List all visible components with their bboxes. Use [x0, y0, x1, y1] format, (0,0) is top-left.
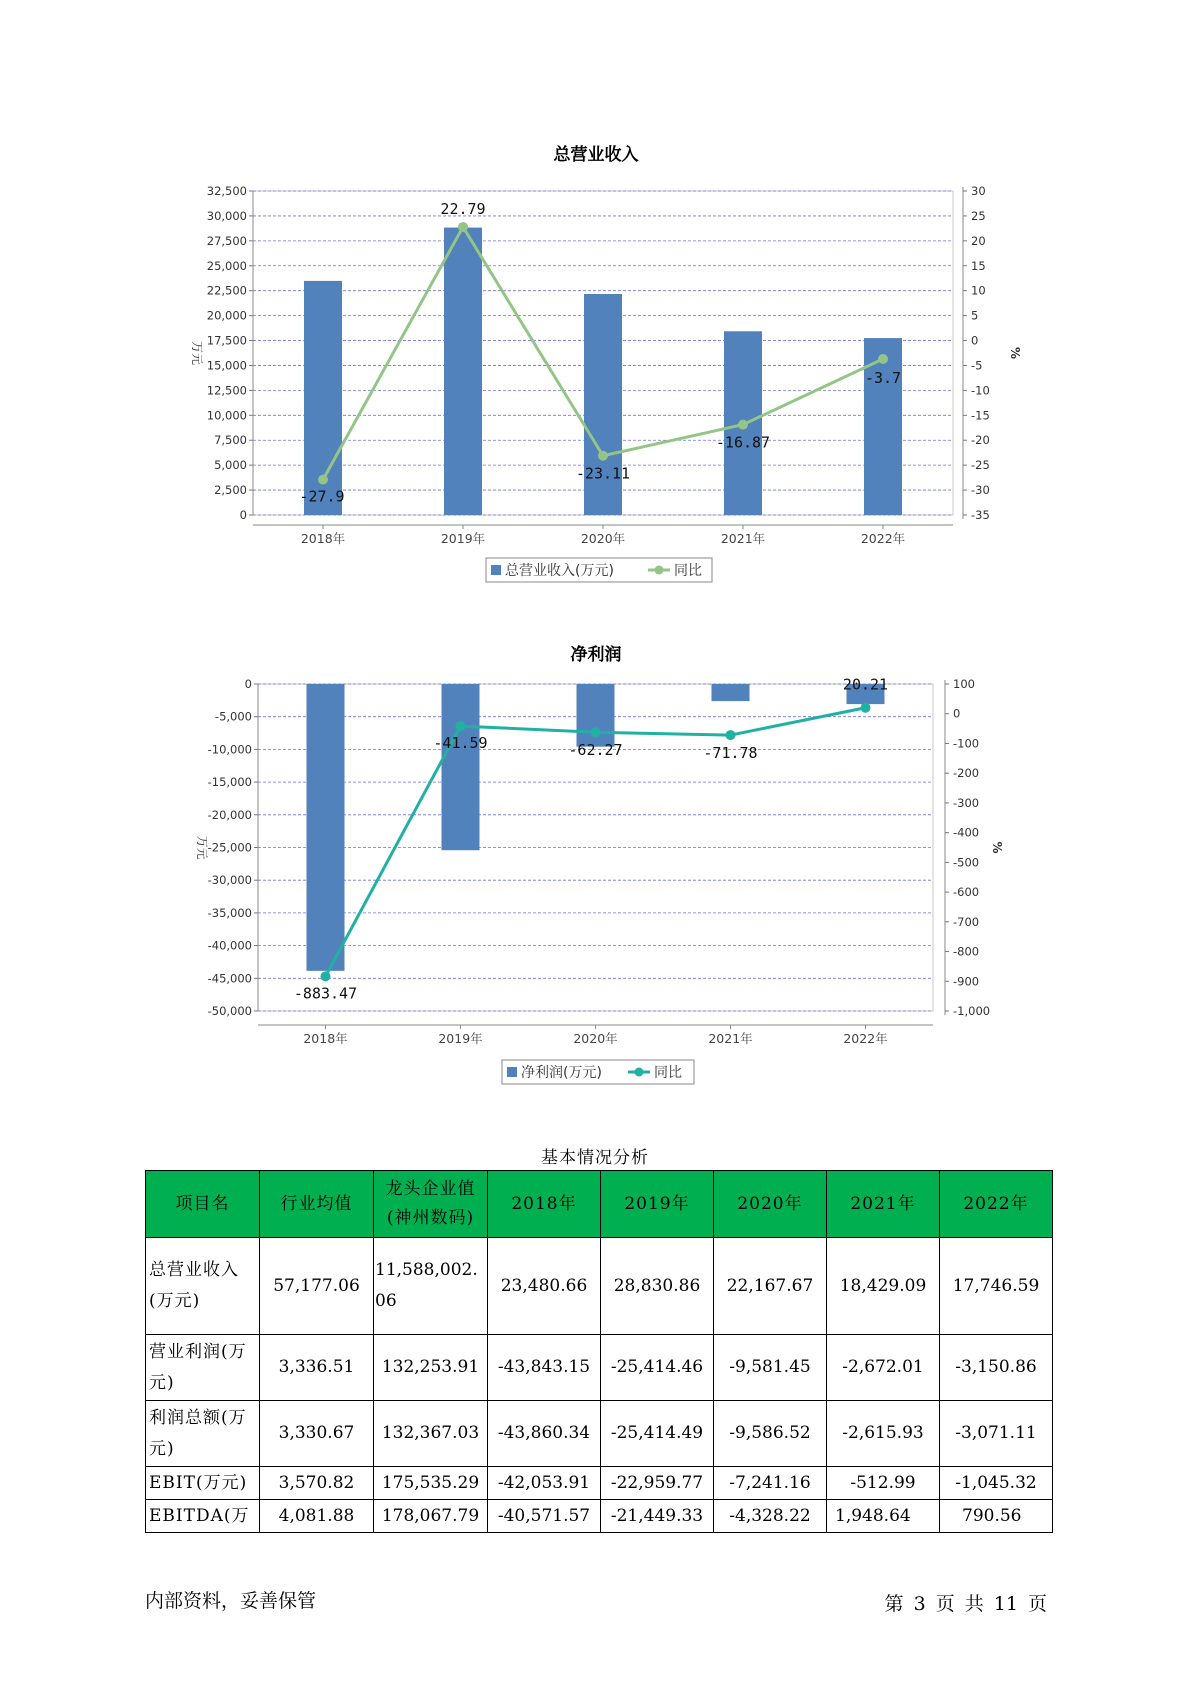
x-tick-label: 2020年: [580, 531, 626, 546]
header-cell: 2020年: [714, 1171, 827, 1238]
row-name: EBITDA(万: [146, 1500, 260, 1533]
y2-tick-label: 25: [971, 208, 986, 223]
chart-title: 净利润: [570, 645, 622, 665]
y-tick-label: 0: [244, 677, 252, 691]
y2-tick-label: -700: [953, 914, 980, 929]
revenue-chart: [0, 140, 1191, 600]
data-label: 20.21: [842, 675, 889, 694]
y-tick-label: 30,000: [206, 208, 247, 223]
chart-title: 总营业收入: [553, 145, 639, 165]
table-title: 基本情况分析: [541, 1148, 649, 1168]
line-point: [591, 727, 601, 737]
data-label: -27.9: [299, 487, 345, 506]
table-cell: 3,330.67: [260, 1401, 374, 1467]
y-tick-label: 22,500: [206, 283, 247, 298]
bar: [444, 228, 482, 515]
table-cell: 3,570.82: [260, 1467, 374, 1500]
table-cell: 790.56: [940, 1500, 1053, 1533]
x-tick-label: 2019年: [438, 1031, 483, 1046]
data-label: -71.78: [703, 744, 758, 763]
table-row: [146, 1401, 1053, 1467]
footer-confidential-note: 内部资料，妥善保管: [145, 1590, 317, 1612]
table-row: [146, 1238, 1053, 1335]
x-tick-label: 2018年: [303, 1031, 348, 1046]
y2-tick-label: -600: [953, 885, 980, 900]
x-tick-label: 2018年: [300, 531, 346, 546]
legend-line-marker: [635, 1068, 644, 1077]
y2-tick-label: -200: [953, 766, 980, 781]
basic-analysis-table: [145, 1170, 1053, 1533]
table-cell: 1,948.64: [827, 1500, 940, 1533]
y-tick-label: 2,500: [214, 483, 247, 498]
y2-tick-label: 10: [971, 283, 986, 298]
y2-tick-label: -900: [953, 974, 980, 989]
table-cell: -25,414.46: [601, 1335, 714, 1401]
y2-tick-label: -800: [953, 944, 980, 959]
table-row: [146, 1335, 1053, 1401]
y2-tick-label: 0: [971, 333, 979, 348]
table-row: [146, 1500, 1053, 1533]
line-point: [878, 354, 888, 364]
y-tick-label: -30,000: [207, 873, 252, 888]
table-cell: -3,071.11: [940, 1401, 1053, 1467]
y2-tick-label: -1,000: [953, 1004, 991, 1018]
data-label: -41.59: [433, 734, 488, 753]
y-tick-label: 12,500: [206, 383, 247, 398]
table-cell: 11,588,002.06: [374, 1238, 488, 1335]
header-cell: 行业均值: [260, 1171, 374, 1238]
table-cell: -3,150.86: [940, 1335, 1053, 1401]
y2-tick-label: -100: [953, 736, 980, 751]
table-cell: -25,414.49: [601, 1401, 714, 1467]
y2-tick-label: -500: [953, 855, 980, 870]
header-cell: 龙头企业值(神州数码): [374, 1171, 488, 1238]
line-point: [321, 971, 331, 981]
bar: [442, 684, 480, 850]
bar: [577, 684, 615, 747]
table-cell: -21,449.33: [601, 1500, 714, 1533]
y-tick-label: 5,000: [214, 458, 247, 473]
y-axis-title: 万元: [190, 340, 204, 366]
y2-axis-title: %: [990, 841, 1004, 854]
y-tick-label: 32,500: [206, 184, 247, 198]
table-cell: -40,571.57: [488, 1500, 601, 1533]
table-row: [146, 1467, 1053, 1500]
row-name: EBIT(万元): [146, 1467, 260, 1500]
y-tick-label: 25,000: [206, 258, 247, 273]
line-point: [458, 222, 468, 232]
table-cell: -2,672.01: [827, 1335, 940, 1401]
table-cell: 4,081.88: [260, 1500, 374, 1533]
table-cell: 175,535.29: [374, 1467, 488, 1500]
y2-tick-label: 5: [971, 308, 979, 323]
table-cell: -42,053.91: [488, 1467, 601, 1500]
header-cell: 2018年: [488, 1171, 601, 1238]
legend-line-marker: [655, 566, 664, 575]
table-cell: 22,167.67: [714, 1238, 827, 1335]
y-tick-label: 27,500: [206, 233, 247, 248]
y2-tick-label: 30: [971, 184, 986, 198]
table-cell: 178,067.79: [374, 1500, 488, 1533]
row-name: 总营业收入(万元): [146, 1238, 260, 1335]
y-tick-label: 10,000: [206, 408, 247, 423]
data-label: -3.7: [864, 368, 902, 387]
data-label: -883.47: [293, 984, 358, 1003]
y-tick-label: -10,000: [207, 742, 252, 757]
row-name: 利润总额(万元): [146, 1401, 260, 1467]
table-cell: -4,328.22: [714, 1500, 827, 1533]
y-tick-label: 17,500: [206, 333, 247, 348]
legend-bar-swatch: [491, 565, 501, 575]
y-tick-label: -15,000: [207, 775, 252, 790]
y2-tick-label: -35: [971, 508, 990, 522]
y2-tick-label: -25: [971, 458, 990, 473]
line-point: [598, 451, 608, 461]
y-tick-label: -35,000: [207, 905, 252, 920]
legend-bar-label: 净利润(万元): [521, 1065, 602, 1081]
x-tick-label: 2020年: [573, 1031, 618, 1046]
y-tick-label: -5,000: [214, 709, 252, 724]
x-tick-label: 2021年: [720, 531, 766, 546]
y2-tick-label: -5: [971, 358, 983, 373]
table-cell: -22,959.77: [601, 1467, 714, 1500]
y2-tick-label: 15: [971, 258, 986, 273]
header-cell: 2021年: [827, 1171, 940, 1238]
table-header-row: [146, 1171, 1053, 1238]
legend-line-label: 同比: [654, 1065, 682, 1081]
y2-tick-label: -15: [971, 408, 990, 423]
y-tick-label: -20,000: [207, 807, 252, 822]
table-cell: 3,336.51: [260, 1335, 374, 1401]
x-tick-label: 2021年: [708, 1031, 753, 1046]
table-cell: 23,480.66: [488, 1238, 601, 1335]
table-cell: 132,367.03: [374, 1401, 488, 1467]
table-cell: 132,253.91: [374, 1335, 488, 1401]
y2-tick-label: -10: [971, 383, 990, 398]
y2-axis-title: %: [1008, 346, 1022, 360]
table-cell: 28,830.86: [601, 1238, 714, 1335]
y2-tick-label: -400: [953, 825, 980, 840]
data-label: -16.87: [715, 433, 771, 452]
table-cell: -43,843.15: [488, 1335, 601, 1401]
table-cell: -7,241.16: [714, 1467, 827, 1500]
legend-bar-swatch: [507, 1067, 517, 1077]
y-tick-label: -45,000: [207, 971, 252, 986]
y2-tick-label: 20: [971, 233, 986, 248]
y2-tick-label: -30: [971, 483, 990, 498]
table-cell: -9,586.52: [714, 1401, 827, 1467]
row-name: 营业利润(万元): [146, 1335, 260, 1401]
y2-tick-label: -300: [953, 795, 980, 810]
line-point: [318, 475, 328, 485]
y2-tick-label: -20: [971, 433, 990, 448]
table-cell: 57,177.06: [260, 1238, 374, 1335]
header-cell: 2022年: [940, 1171, 1053, 1238]
table-cell: -2,615.93: [827, 1401, 940, 1467]
table-cell: -9,581.45: [714, 1335, 827, 1401]
data-label: -23.11: [575, 464, 631, 483]
x-tick-label: 2022年: [843, 1031, 888, 1046]
line-point: [456, 721, 466, 731]
line-point: [726, 730, 736, 740]
net-profit-chart-svg: [0, 640, 1191, 1100]
y-tick-label: 15,000: [206, 358, 247, 373]
net-profit-chart: [0, 640, 1191, 1100]
header-cell: 2019年: [601, 1171, 714, 1238]
legend-bar-label: 总营业收入(万元): [505, 563, 614, 579]
x-tick-label: 2022年: [860, 531, 906, 546]
x-tick-label: 2019年: [440, 531, 486, 546]
table-cell: -1,045.32: [940, 1467, 1053, 1500]
y-tick-label: 0: [239, 508, 247, 522]
table-cell: 18,429.09: [827, 1238, 940, 1335]
line-point: [738, 420, 748, 430]
bar: [307, 684, 345, 971]
table-cell: -43,860.34: [488, 1401, 601, 1467]
data-label: 22.79: [440, 199, 486, 218]
y-tick-label: -50,000: [207, 1004, 252, 1018]
footer-page-number: 第 3 页 共 11 页: [884, 1593, 1047, 1615]
y2-tick-label: 0: [953, 706, 961, 721]
table-cell: 17,746.59: [940, 1238, 1053, 1335]
y-tick-label: -25,000: [207, 840, 252, 855]
y-axis-title: 万元: [195, 835, 209, 860]
y-tick-label: 20,000: [206, 308, 247, 323]
bar: [712, 684, 750, 701]
y2-tick-label: 100: [953, 677, 975, 691]
y-tick-label: -40,000: [207, 938, 252, 953]
y-tick-label: 7,500: [214, 433, 247, 448]
revenue-chart-svg: [0, 140, 1191, 600]
table-cell: -512.99: [827, 1467, 940, 1500]
line-point: [861, 703, 871, 713]
data-label: -62.27: [568, 741, 623, 760]
legend-line-label: 同比: [674, 563, 702, 579]
header-cell: 项目名: [146, 1171, 260, 1238]
